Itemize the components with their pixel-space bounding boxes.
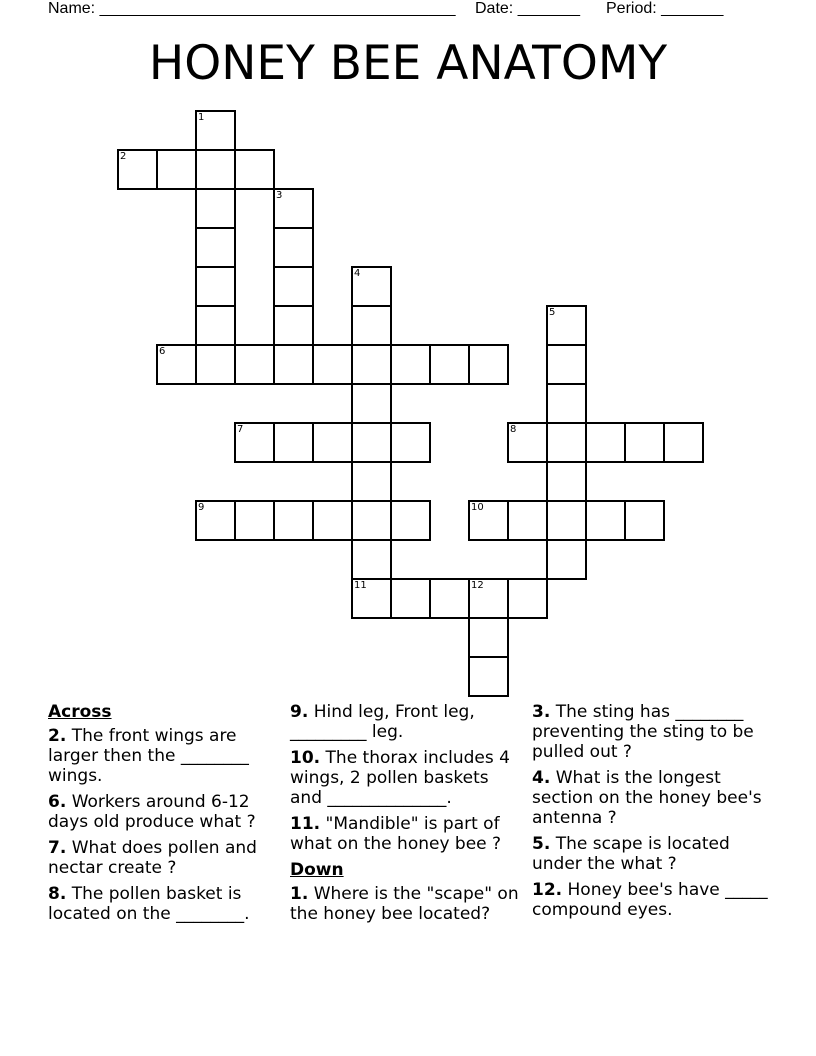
clue-text: The front wings are larger then the ________ wings.	[48, 726, 249, 786]
clue-number: 4.	[532, 768, 551, 788]
crossword-cell[interactable]	[195, 149, 236, 190]
crossword-cell[interactable]	[351, 266, 392, 307]
clues-column-1	[48, 702, 280, 930]
clue-text: Honey bee's have _____ compound eyes.	[532, 880, 768, 920]
crossword-cell[interactable]	[507, 422, 548, 463]
clue-text: Where is the "scape" on the honey bee located?	[290, 884, 519, 924]
crossword-cell[interactable]	[195, 500, 236, 541]
clue-number: 10.	[290, 748, 321, 768]
crossword-cell[interactable]	[195, 227, 236, 268]
clue-text: Hind leg, Front leg, _________ leg.	[290, 702, 475, 742]
clue-text: What is the longest section on the honey bee's antenna ?	[532, 768, 762, 828]
clue-text: "Mandible" is part of what on the honey bee ?	[290, 814, 502, 854]
clue-number: 5.	[532, 834, 551, 854]
crossword-cell[interactable]	[351, 422, 392, 463]
crossword-cell[interactable]	[624, 422, 665, 463]
crossword-cell[interactable]	[546, 539, 587, 580]
clue-number: 2.	[48, 726, 67, 746]
across-clue-list-continued	[290, 702, 522, 854]
cell-number: 12	[471, 580, 484, 591]
crossword-cell[interactable]	[273, 305, 314, 346]
crossword-cell[interactable]	[195, 110, 236, 151]
crossword-cell[interactable]	[312, 500, 353, 541]
clue-text: The thorax includes 4 wings, 2 pollen baskets and ______________.	[290, 748, 510, 808]
clue-item	[532, 834, 772, 874]
cell-number: 9	[198, 502, 205, 513]
crossword-cell[interactable]	[195, 188, 236, 229]
crossword-cell[interactable]	[351, 539, 392, 580]
crossword-cell[interactable]	[507, 500, 548, 541]
crossword-cell[interactable]	[234, 344, 275, 385]
crossword-cell[interactable]	[273, 344, 314, 385]
crossword-cell[interactable]	[117, 149, 158, 190]
crossword-cell[interactable]	[351, 578, 392, 619]
cell-number: 4	[354, 268, 361, 279]
crossword-cell[interactable]	[273, 500, 314, 541]
crossword-cell[interactable]	[351, 344, 392, 385]
clue-item	[290, 748, 522, 808]
crossword-cell[interactable]	[390, 422, 431, 463]
crossword-cell[interactable]	[507, 578, 548, 619]
clue-number: 11.	[290, 814, 321, 834]
cell-number: 1	[198, 112, 205, 123]
crossword-cell[interactable]	[351, 500, 392, 541]
clue-item	[290, 814, 522, 854]
across-heading: Across	[48, 702, 112, 722]
clue-text: The scape is located under the what ?	[532, 834, 730, 874]
crossword-cell[interactable]	[312, 344, 353, 385]
cell-number: 2	[120, 151, 127, 162]
crossword-cell[interactable]	[273, 266, 314, 307]
cell-number: 5	[549, 307, 556, 318]
crossword-cell[interactable]	[273, 227, 314, 268]
cell-number: 6	[159, 346, 166, 357]
clue-item	[532, 768, 772, 828]
crossword-cell[interactable]	[390, 344, 431, 385]
clue-number: 9.	[290, 702, 309, 722]
clues-column-3	[532, 702, 772, 926]
clue-number: 1.	[290, 884, 309, 904]
crossword-cell[interactable]	[468, 617, 509, 658]
down-clue-list-continued	[532, 702, 772, 920]
cell-number: 8	[510, 424, 517, 435]
cell-number: 11	[354, 580, 367, 591]
crossword-cell[interactable]	[273, 422, 314, 463]
crossword-cell[interactable]	[468, 344, 509, 385]
crossword-cell[interactable]	[663, 422, 704, 463]
crossword-cell[interactable]	[156, 149, 197, 190]
crossword-cell[interactable]	[546, 344, 587, 385]
crossword-cell[interactable]	[468, 656, 509, 697]
cell-number: 7	[237, 424, 244, 435]
crossword-cell[interactable]	[234, 149, 275, 190]
clue-item	[48, 884, 280, 924]
crossword-cell[interactable]	[273, 188, 314, 229]
crossword-cell[interactable]	[624, 500, 665, 541]
crossword-cell[interactable]	[585, 500, 626, 541]
page-title: HONEY BEE ANATOMY	[148, 36, 668, 91]
clue-text: The pollen basket is located on the ________.	[48, 884, 250, 924]
clue-item	[48, 726, 280, 786]
name-field[interactable]: Name: ________________________________________	[48, 0, 456, 17]
crossword-cell[interactable]	[234, 422, 275, 463]
down-clue-list	[290, 884, 522, 924]
across-clue-list	[48, 726, 280, 924]
crossword-cell[interactable]	[312, 422, 353, 463]
clue-number: 7.	[48, 838, 67, 858]
clue-item	[290, 884, 522, 924]
crossword-cell[interactable]	[390, 500, 431, 541]
clue-text: Workers around 6-12 days old produce what ?	[48, 792, 256, 832]
cell-number: 10	[471, 502, 484, 513]
crossword-cell[interactable]	[351, 383, 392, 424]
crossword-cell[interactable]	[351, 305, 392, 346]
clue-item	[532, 880, 772, 920]
crossword-cell[interactable]	[546, 422, 587, 463]
cell-number: 3	[276, 190, 283, 201]
clue-item	[48, 838, 280, 878]
clue-item	[532, 702, 772, 762]
clue-number: 8.	[48, 884, 67, 904]
crossword-cell[interactable]	[546, 461, 587, 502]
down-heading: Down	[290, 860, 344, 880]
crossword-cell[interactable]	[546, 383, 587, 424]
crossword-cell[interactable]	[546, 305, 587, 346]
crossword-cell[interactable]	[429, 344, 470, 385]
crossword-cell[interactable]	[195, 266, 236, 307]
date-field[interactable]: Date: _______	[475, 0, 580, 17]
crossword-cell[interactable]	[195, 344, 236, 385]
crossword-cell[interactable]	[156, 344, 197, 385]
crossword-cell[interactable]	[429, 578, 470, 619]
clue-item	[48, 792, 280, 832]
clue-text: The sting has ________ preventing the sting to be pulled out ?	[532, 702, 754, 762]
clues-column-2	[290, 702, 522, 930]
clue-number: 3.	[532, 702, 551, 722]
clue-number: 12.	[532, 880, 563, 900]
period-field[interactable]: Period: _______	[606, 0, 724, 17]
crossword-cell[interactable]	[351, 461, 392, 502]
crossword-cell[interactable]	[468, 578, 509, 619]
crossword-cell[interactable]	[234, 500, 275, 541]
crossword-cell[interactable]	[195, 305, 236, 346]
crossword-cell[interactable]	[546, 500, 587, 541]
crossword-cell[interactable]	[468, 500, 509, 541]
clue-item	[290, 702, 522, 742]
clue-number: 6.	[48, 792, 67, 812]
crossword-cell[interactable]	[390, 578, 431, 619]
clue-text: What does pollen and nectar create ?	[48, 838, 257, 878]
crossword-cell[interactable]	[585, 422, 626, 463]
